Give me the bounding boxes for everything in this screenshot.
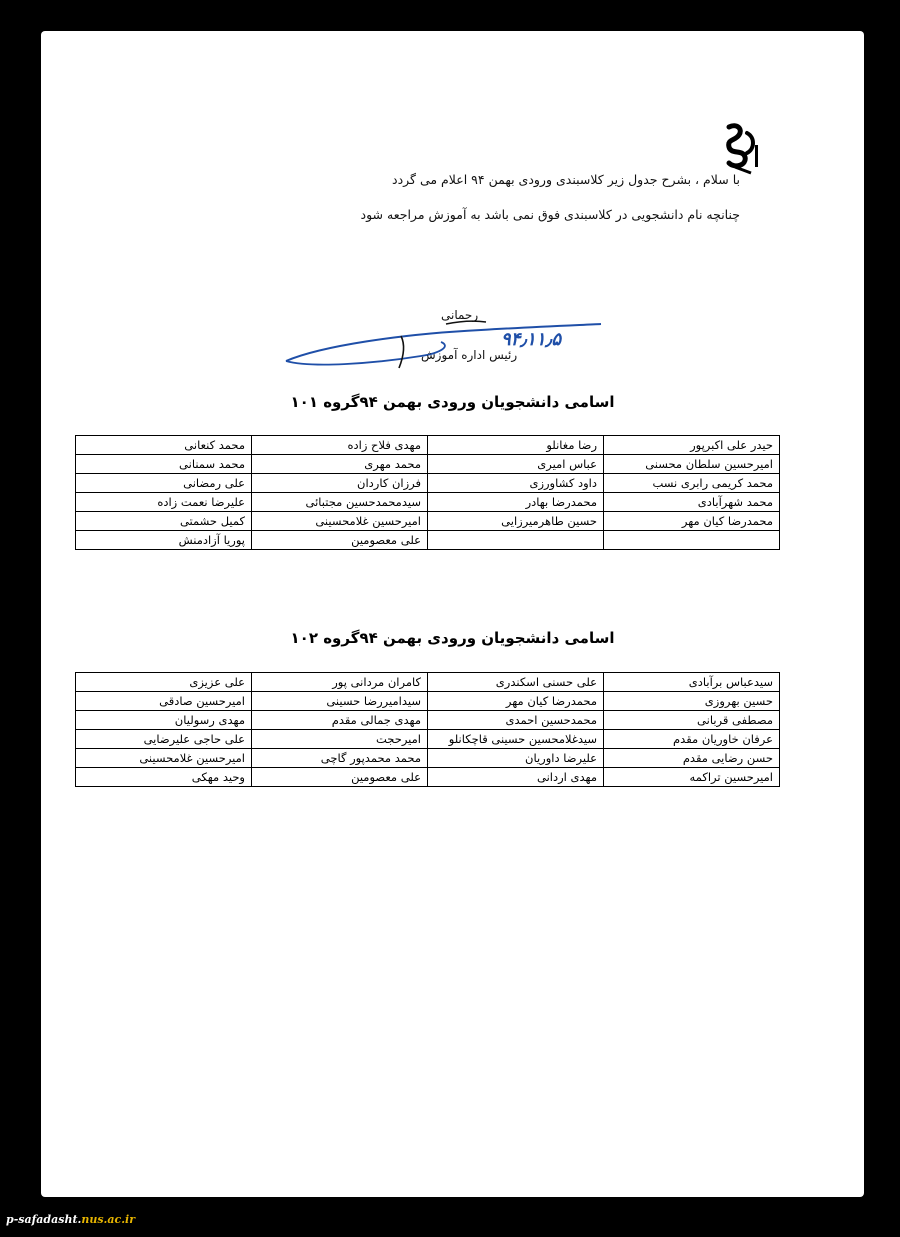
student-name: فرزان کاردان bbox=[252, 474, 428, 493]
student-name: مهدی رسولیان bbox=[76, 711, 252, 730]
student-name: سیدامیررضا حسینی bbox=[252, 692, 428, 711]
student-name: محمد کریمی رابری نسب bbox=[604, 474, 780, 493]
student-name: امیرحسین سلطان محسنی bbox=[604, 455, 780, 474]
student-name: محمد مهری bbox=[252, 455, 428, 474]
student-name: علی حاجی علیرضایی bbox=[76, 730, 252, 749]
group-101-heading: اسامی دانشجویان ورودی بهمن ۹۴گروه ۱۰۱ bbox=[290, 393, 615, 411]
table-row bbox=[76, 749, 780, 768]
student-name: محمد شهرآبادی bbox=[604, 493, 780, 512]
document-page bbox=[41, 31, 864, 1197]
student-name: علیرضا نعمت زاده bbox=[76, 493, 252, 512]
student-name: علی حسنی اسکندری bbox=[428, 673, 604, 692]
student-name: کمیل حشمتی bbox=[76, 512, 252, 531]
student-name: مهدی اردانی bbox=[428, 768, 604, 787]
table-row bbox=[76, 531, 780, 550]
student-name: محمد کنعانی bbox=[76, 436, 252, 455]
signer-title: رئیس اداره آموزش bbox=[421, 348, 518, 362]
university-logo-icon bbox=[721, 123, 761, 179]
student-name: علی معصومین bbox=[252, 768, 428, 787]
group-101-table bbox=[75, 435, 780, 550]
student-name: محمدرضا کیان مهر bbox=[604, 512, 780, 531]
student-name: محمدرضا کیان مهر bbox=[428, 692, 604, 711]
student-name: امیرحسین غلامحسینی bbox=[76, 749, 252, 768]
group-102-heading: اسامی دانشجویان ورودی بهمن ۹۴گروه ۱۰۲ bbox=[290, 629, 615, 647]
student-name: حیدر علی اکبرپور bbox=[604, 436, 780, 455]
student-name: علی عزیزی bbox=[76, 673, 252, 692]
letter-line-1: با سلام ، بشرح جدول زیر کلاسبندی ورودی بهمن ۹۴ اعلام می گردد bbox=[392, 172, 740, 187]
table-row bbox=[76, 692, 780, 711]
student-name: داود کشاورزی bbox=[428, 474, 604, 493]
handwritten-signature bbox=[281, 316, 611, 376]
signer-name: رحمانی bbox=[441, 308, 479, 322]
student-name: حسن رضایی مقدم bbox=[604, 749, 780, 768]
student-name: عرفان خاوریان مقدم bbox=[604, 730, 780, 749]
student-name: محمد سمنانی bbox=[76, 455, 252, 474]
footer-domain: nus.ac.ir bbox=[81, 1213, 136, 1226]
student-name: سیدغلامحسین حسینی قاچکانلو bbox=[428, 730, 604, 749]
group-102-table bbox=[75, 672, 780, 787]
table-row bbox=[76, 436, 780, 455]
student-name: محمدحسین احمدی bbox=[428, 711, 604, 730]
student-name: سیدمحمدحسین مجتبائی bbox=[252, 493, 428, 512]
site-footer bbox=[6, 1213, 135, 1226]
student-name: کامران مردانی پور bbox=[252, 673, 428, 692]
student-name: علی رمضانی bbox=[76, 474, 252, 493]
empty-cell bbox=[428, 531, 604, 550]
student-name: رضا مغانلو bbox=[428, 436, 604, 455]
student-name: پوریا آزادمنش bbox=[76, 531, 252, 550]
table-row bbox=[76, 768, 780, 787]
student-name: امیرحسین غلامحسینی bbox=[252, 512, 428, 531]
student-name: مهدی جمالی مقدم bbox=[252, 711, 428, 730]
empty-cell bbox=[604, 531, 780, 550]
table-row bbox=[76, 711, 780, 730]
student-name: محمد محمدپور گاچی bbox=[252, 749, 428, 768]
table-row bbox=[76, 673, 780, 692]
footer-prefix: p-safadasht. bbox=[6, 1213, 82, 1226]
table-row bbox=[76, 730, 780, 749]
student-name: حسین بهروزی bbox=[604, 692, 780, 711]
table-row bbox=[76, 474, 780, 493]
table-row bbox=[76, 493, 780, 512]
letter-line-2: چنانچه نام دانشجویی در کلاسبندی فوق نمی باشد به آموزش مراجعه شود bbox=[360, 207, 740, 222]
student-name: مهدی فلاح زاده bbox=[252, 436, 428, 455]
student-name: امیرحسین صادقی bbox=[76, 692, 252, 711]
student-name: علی معصومین bbox=[252, 531, 428, 550]
student-name: وحید مهکی bbox=[76, 768, 252, 787]
table-row bbox=[76, 512, 780, 531]
student-name: امیرحسین تراکمه bbox=[604, 768, 780, 787]
student-name: سیدعباس برآبادی bbox=[604, 673, 780, 692]
table-row bbox=[76, 455, 780, 474]
student-name: عباس امیری bbox=[428, 455, 604, 474]
student-name: محمدرضا بهادر bbox=[428, 493, 604, 512]
student-name: حسین طاهرمیرزایی bbox=[428, 512, 604, 531]
student-name: امیرحجت bbox=[252, 730, 428, 749]
signature-date: ۹۴٫۱۱٫۵ bbox=[501, 329, 562, 350]
student-name: مصطفی قربانی bbox=[604, 711, 780, 730]
student-name: علیرضا داوریان bbox=[428, 749, 604, 768]
